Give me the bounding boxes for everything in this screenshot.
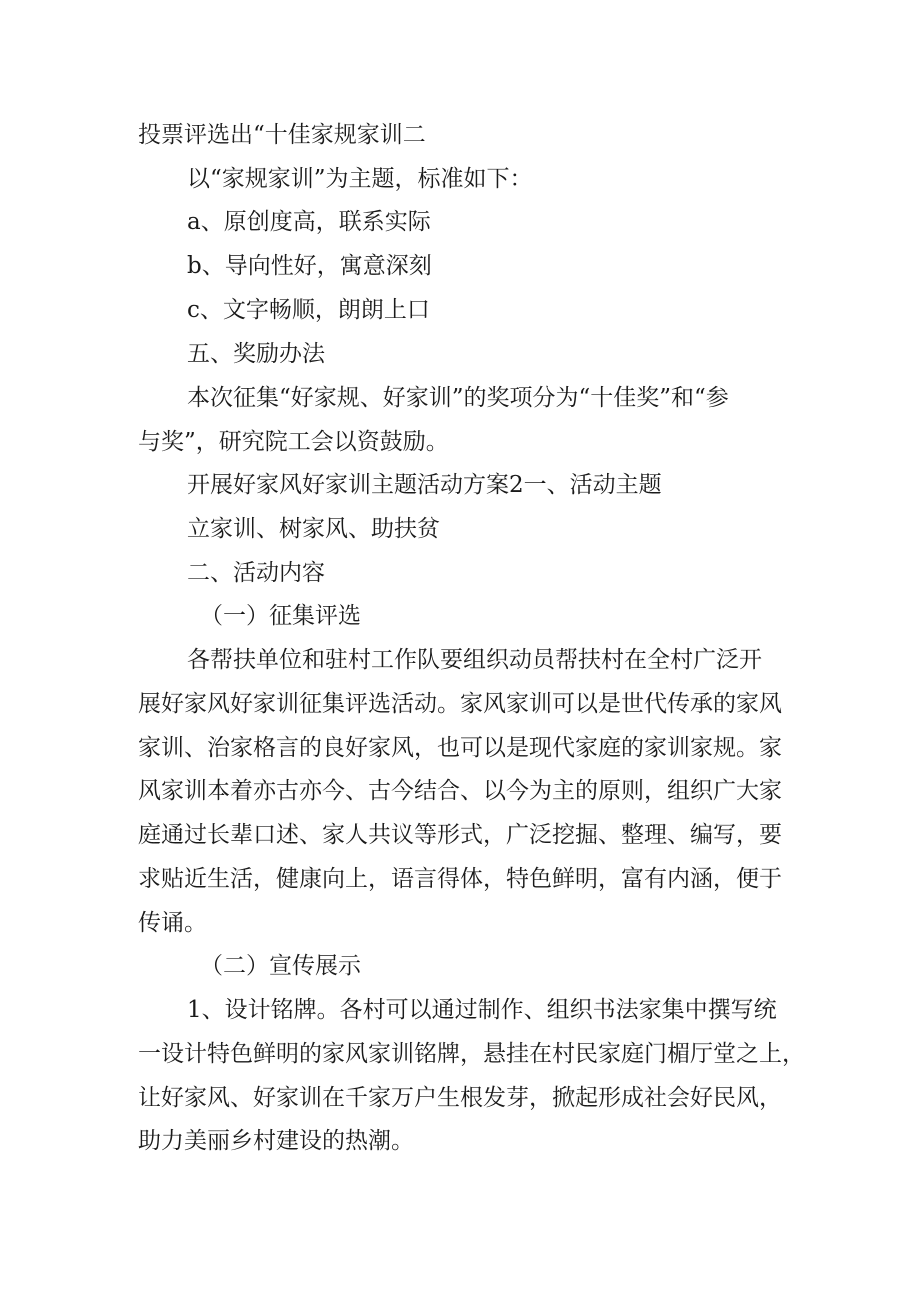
list-item: c、文字畅顺，朗朗上口 <box>187 297 430 323</box>
subsection-heading: （二）宣传展示 <box>200 953 361 979</box>
text-line: 各帮扶单位和驻村工作队要组织动员帮扶村在全村广泛开 <box>187 647 762 673</box>
text-line: 求贴近生活，健康向上，语言得体，特色鲜明，富有内涵，便于 <box>138 866 782 892</box>
text-line: 家训、治家格言的良好家风，也可以是现代家庭的家训家规。家 <box>138 735 782 761</box>
text-line: 风家训本着亦古亦今、古今结合、以今为主的原则，组织广大家 <box>138 778 782 804</box>
text-line: 让好家风、好家训在千家万户生根发芽，掀起形成社会好民风， <box>138 1085 782 1111</box>
text-line: 1、设计铭牌。各村可以通过制作、组织书法家集中撰写统 <box>187 997 777 1023</box>
section-heading: 五、奖励办法 <box>187 341 325 367</box>
text-line: 投票评选出“十佳家规家训二 <box>138 122 426 148</box>
text-line: 庭通过长辈口述、家人共议等形式，广泛挖掘、整理、编写，要 <box>138 822 782 848</box>
section-heading: 开展好家风好家训主题活动方案2一、活动主题 <box>187 472 662 498</box>
subsection-heading: （一）征集评选 <box>200 603 361 629</box>
text-line: 本次征集“好家规、好家训”的奖项分为“十佳奖”和“参 <box>187 385 729 411</box>
text-line: 立家训、树家风、助扶贫 <box>187 516 440 542</box>
text-line: 传诵。 <box>138 910 207 936</box>
list-item: a、原创度高，联系实际 <box>187 209 431 235</box>
text-line: 以“家规家训”为主题，标准如下： <box>187 166 533 192</box>
text-line: 与奖”，研究院工会以资鼓励。 <box>138 429 449 455</box>
text-line: 助力美丽乡村建设的热潮。 <box>138 1128 414 1154</box>
list-item: b、导向性好，寓意深刻 <box>187 253 432 279</box>
text-line: 展好家风好家训征集评选活动。家风家训可以是世代传承的家风 <box>138 691 782 717</box>
section-heading: 二、活动内容 <box>187 560 325 586</box>
text-line: 一设计特色鲜明的家风家训铭牌，悬挂在村民家庭门楣厅堂之上， <box>138 1041 805 1067</box>
